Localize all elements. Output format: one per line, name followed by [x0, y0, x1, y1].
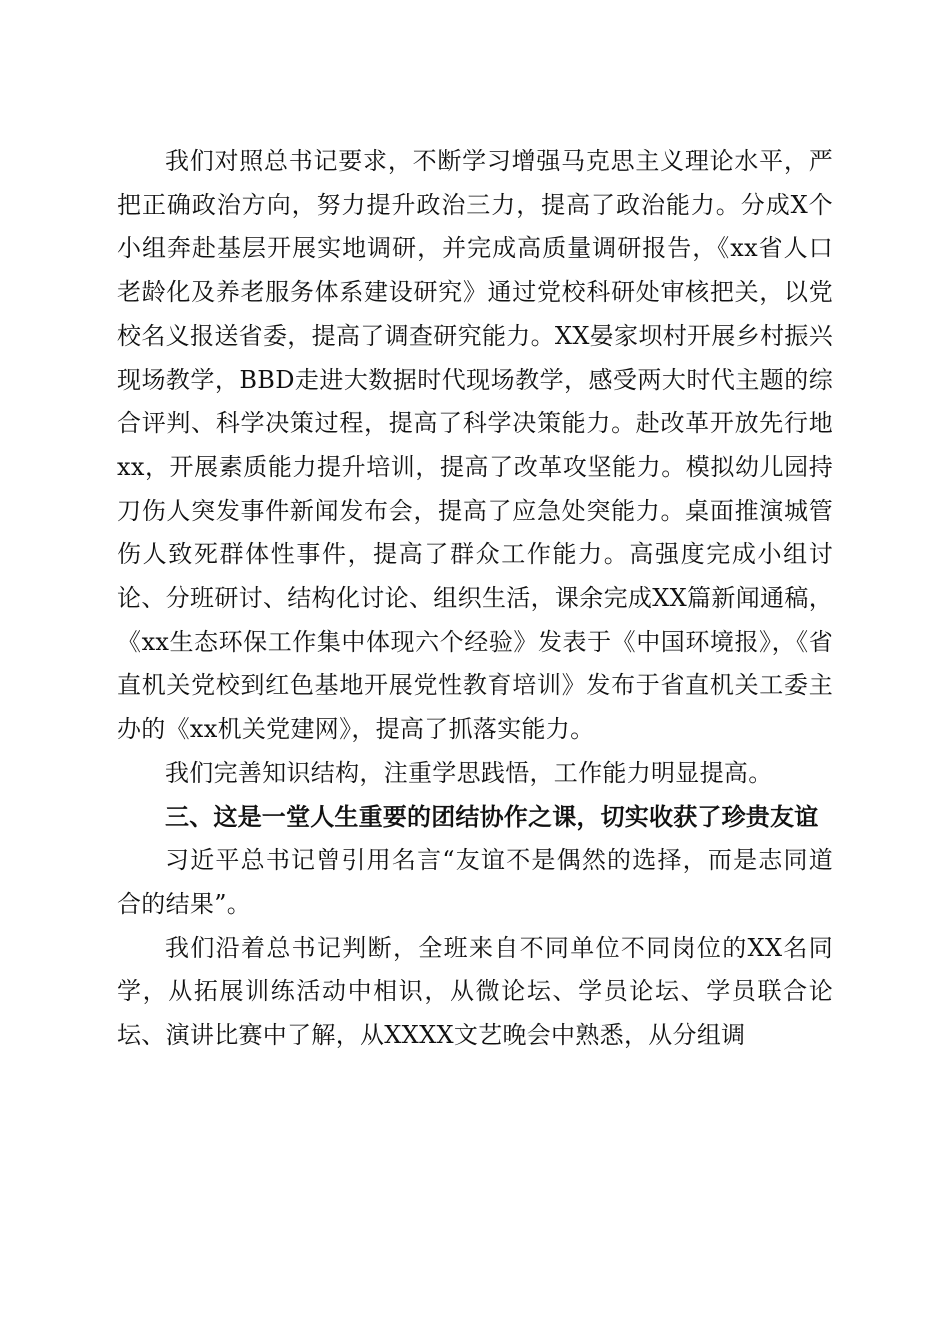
section-heading-three: 三、这是一堂人生重要的团结协作之课，切实收获了珍贵友谊 — [165, 802, 819, 831]
paragraph-classmates: 我们沿着总书记判断，全班来自不同单位不同岗位的XX名同学，从拓展训练活动中相识，从微论坛、学员论坛、学员联合论坛、演讲比赛中了解，从XXXX文艺晚会中熟悉，从分组调 — [117, 933, 833, 1050]
paragraph-summary: 我们完善知识结构，注重学思践悟，工作能力明显提高。 — [165, 758, 773, 787]
document-body — [117, 140, 833, 1058]
paragraph-abilities: 我们对照总书记要求，不断学习增强马克思主义理论水平，严把正确政治方向，努力提升政治三力，提高了政治能力。分成X个小组奔赴基层开展实地调研，并完成高质量调研报告，《xx省人口老龄化及养老服务体系建设研究》通过党校科研处审核把关，以党校名义报送省委，提高了调查研究能力。XX晏家坝村开展乡村振兴现场教学，BBD走进大数据时代现场教学，感受两大时代主题的综合评判、科学决策过程，提高了科学决策能力。赴改革开放先行地xx，开展素质能力提升培训，提高了改革攻坚能力。模拟幼儿园持刀伤人突发事件新闻发布会，提高了应急处突能力。桌面推演城管伤人致死群体性事件，提高了群众工作能力。高强度完成小组讨论、分班研讨、结构化讨论、组织生活，课余完成XX篇新闻通稿，《xx生态环保工作集中体现六个经验》发表于《中国环境报》，《省直机关党校到红色基地开展党性教育培训》发布于省直机关工委主办的《xx机关党建网》，提高了抓落实能力。 — [117, 147, 833, 744]
paragraph-quote: 习近平总书记曾引用名言“友谊不是偶然的选择，而是志同道合的结果”。 — [117, 846, 833, 918]
